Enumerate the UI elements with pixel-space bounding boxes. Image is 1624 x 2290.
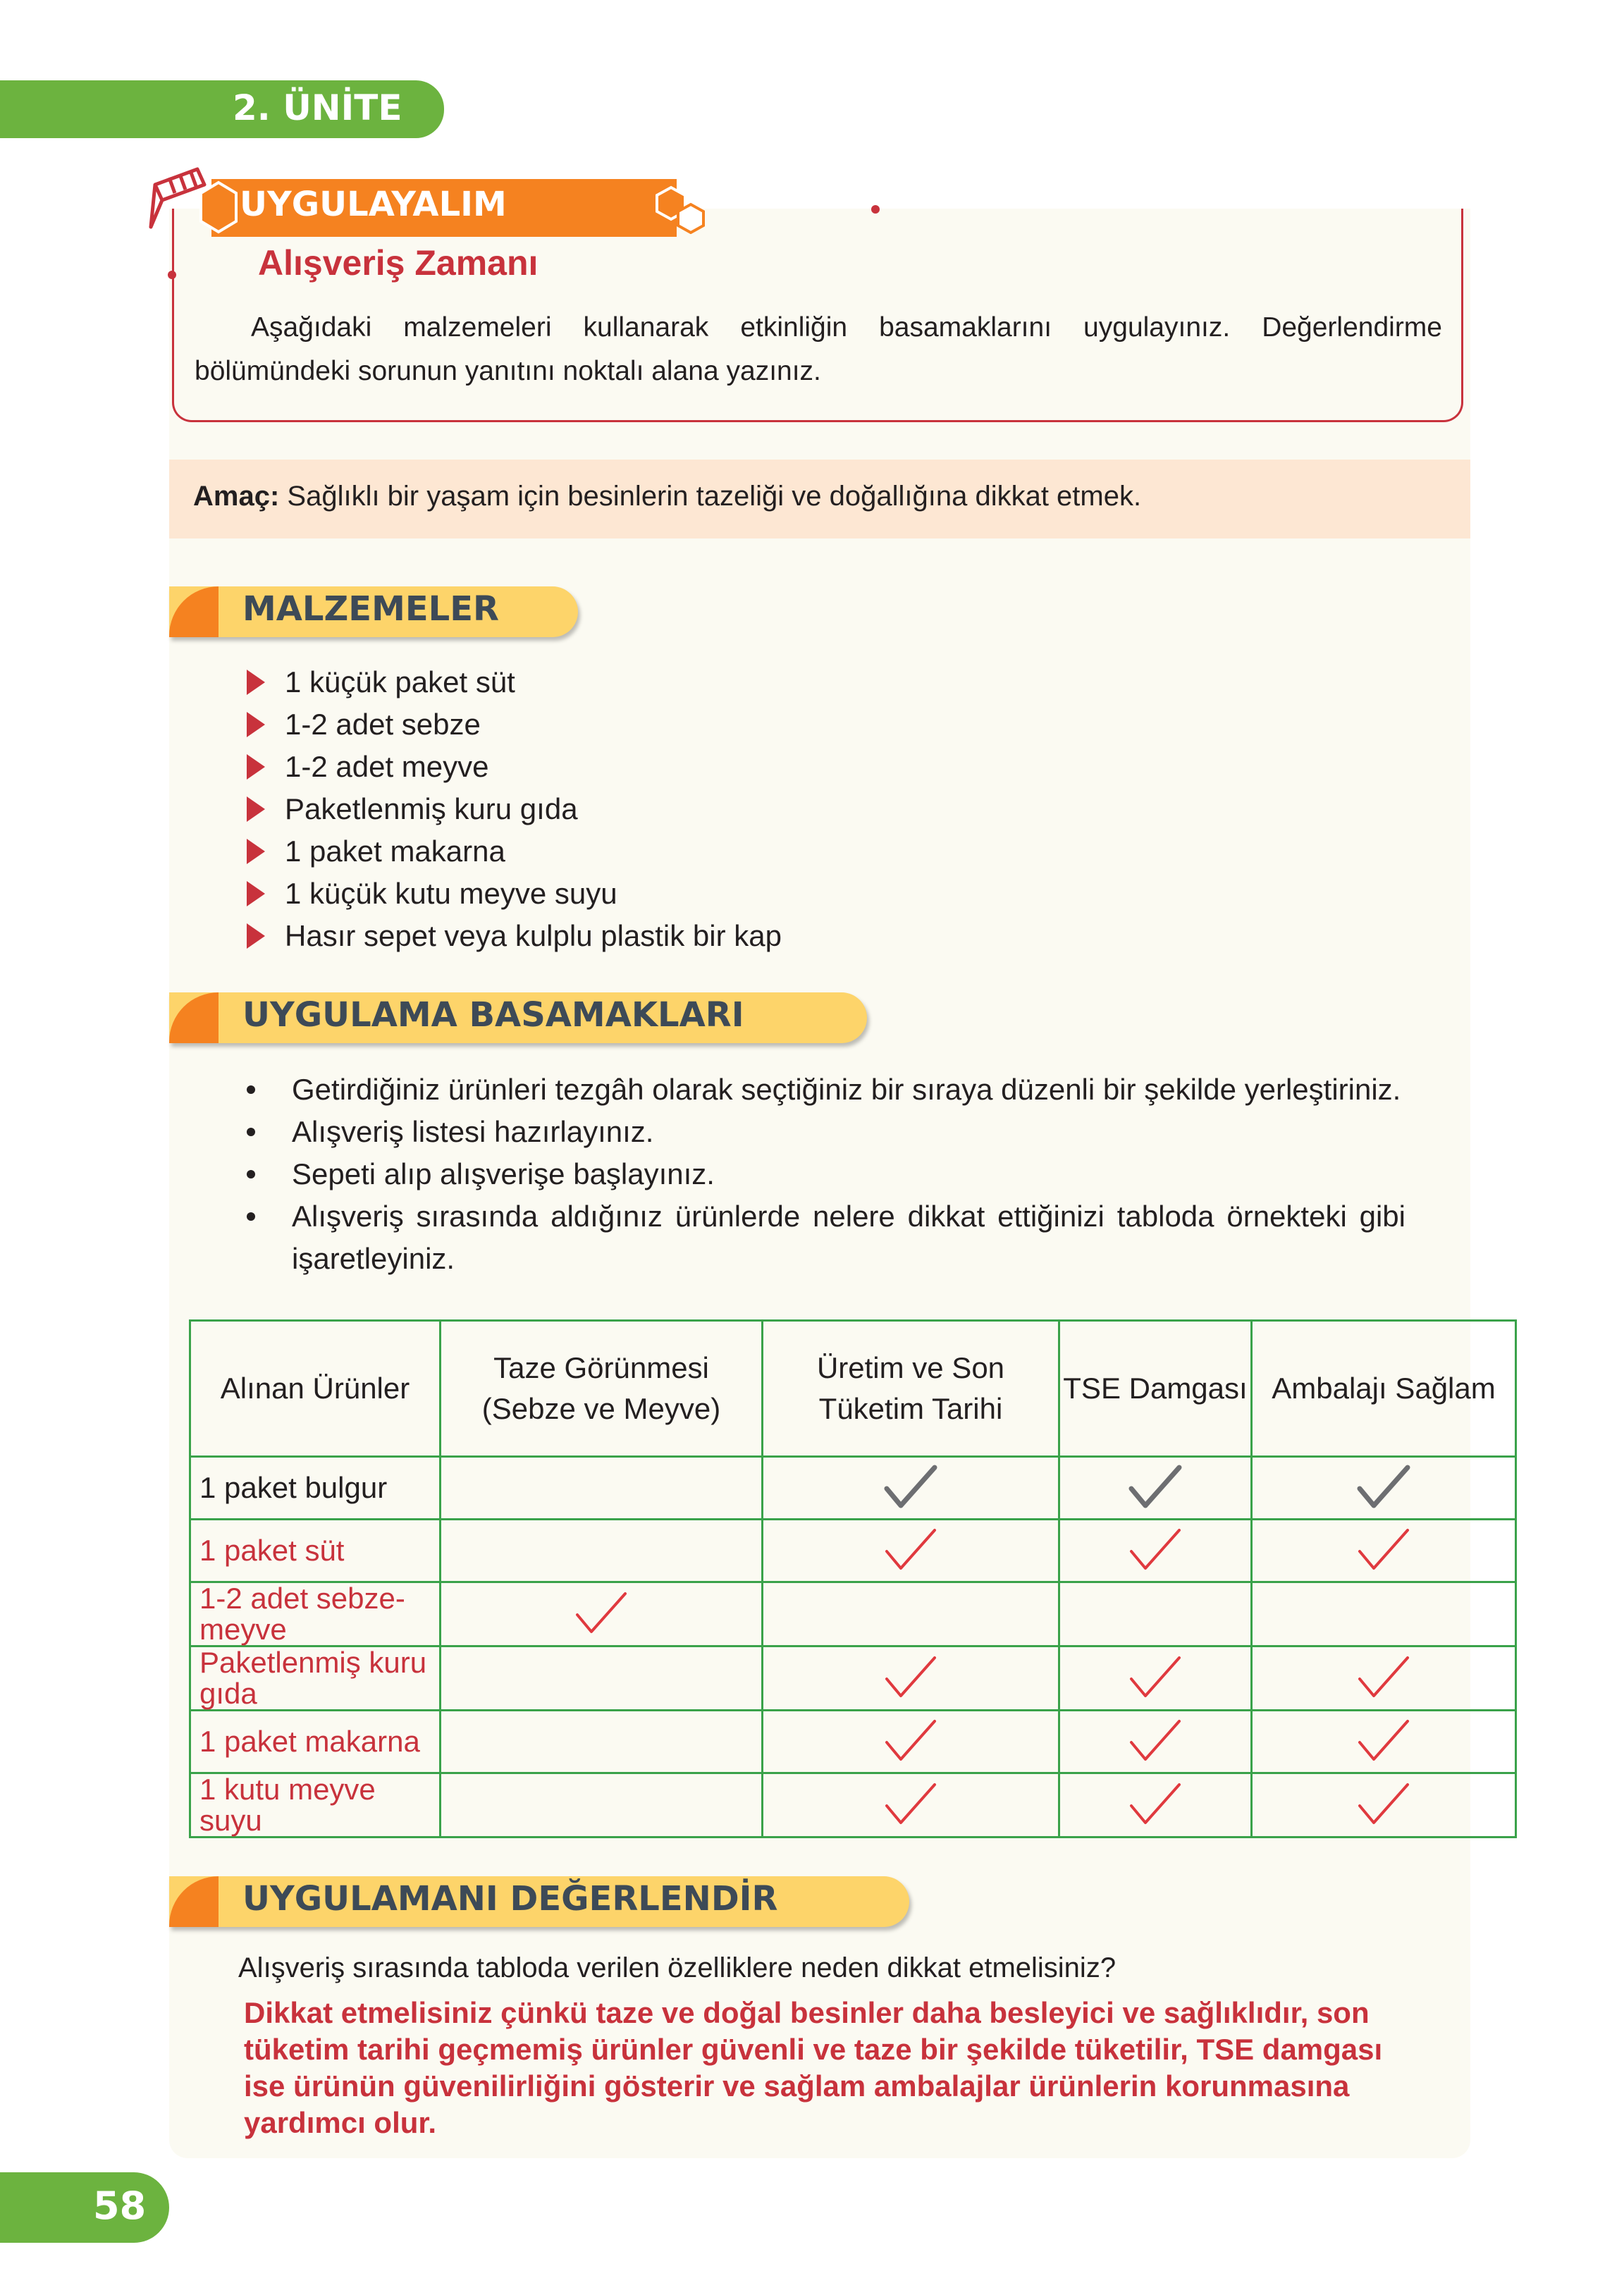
table-row [190, 1773, 1516, 1837]
purpose-label: Amaç: [193, 481, 280, 512]
product-cell: 1-2 adet sebze-meyve [190, 1582, 441, 1646]
checkmark-icon [1355, 1526, 1412, 1575]
check-cell[interactable] [763, 1457, 1059, 1520]
purpose-text: Sağlıklı bir yaşam için besinlerin tazeliği ve doğallığına dikkat etmek. [287, 481, 1142, 512]
check-cell[interactable] [763, 1520, 1059, 1582]
checkmark-icon [1355, 1463, 1412, 1513]
material-item: 1-2 adet meyve [285, 750, 489, 783]
header-tse: TSE Damgası [1059, 1321, 1252, 1457]
activity-banner-label: UYGULAYALIM [240, 185, 507, 224]
check-cell[interactable] [763, 1773, 1059, 1837]
check-cell[interactable] [1059, 1457, 1252, 1520]
shopping-table [189, 1319, 1517, 1838]
hexagon-icon [197, 179, 240, 237]
table-row [190, 1646, 1516, 1711]
checkmark-icon [882, 1717, 939, 1766]
triangle-bullet-icon [247, 754, 265, 780]
check-cell[interactable] [1252, 1582, 1516, 1646]
bullet-icon [247, 1128, 255, 1136]
check-cell[interactable] [1252, 1773, 1516, 1837]
checkmark-icon [882, 1463, 939, 1513]
check-cell[interactable] [441, 1582, 763, 1646]
checkmark-icon [882, 1654, 939, 1703]
check-cell[interactable] [1252, 1457, 1516, 1520]
materials-heading: MALZEMELER [242, 589, 499, 629]
header-fresh: Taze Görünmesi (Sebze ve Meyve) [441, 1321, 763, 1457]
checkmark-icon [573, 1589, 629, 1639]
table-row [190, 1582, 1516, 1646]
evaluation-answer: Dikkat etmelisiniz çünkü taze ve doğal besinler daha besleyici ve sağlıklıdır, son tüketim tarihi geçmemiş ürünler güvenli ve taze bir şekilde tüketilir, TSE damgası ise ürünün güvenilirliğini gösterir ve sağlam ambalajlar ürünlerin korunmasına yardımcı olur. [244, 1996, 1383, 2139]
material-item: 1 küçük kutu meyve suyu [285, 877, 617, 910]
checkmark-icon [1355, 1780, 1412, 1830]
product-cell: 1 paket makarna [190, 1711, 441, 1773]
product-cell: 1 kutu meyve suyu [190, 1773, 441, 1837]
check-cell[interactable] [1252, 1646, 1516, 1711]
material-item: Paketlenmiş kuru gıda [285, 792, 578, 825]
check-cell[interactable] [763, 1646, 1059, 1711]
checkmark-icon [1127, 1463, 1183, 1513]
triangle-bullet-icon [247, 839, 265, 864]
material-item: 1 küçük paket süt [285, 665, 515, 698]
product-cell: 1 paket süt [190, 1520, 441, 1582]
triangle-bullet-icon [247, 796, 265, 822]
check-cell[interactable] [441, 1711, 763, 1773]
check-cell[interactable] [441, 1646, 763, 1711]
check-cell[interactable] [1059, 1711, 1252, 1773]
check-cell[interactable] [441, 1457, 763, 1520]
bullet-icon [247, 1212, 255, 1221]
check-cell[interactable] [1252, 1711, 1516, 1773]
check-cell[interactable] [441, 1520, 763, 1582]
triangle-bullet-icon [247, 712, 265, 737]
check-cell[interactable] [1059, 1773, 1252, 1837]
steps-heading: UYGULAMA BASAMAKLARI [242, 995, 744, 1035]
step-item: Alışveriş listesi hazırlayınız. [292, 1115, 654, 1148]
checkmark-icon [1355, 1717, 1412, 1766]
decor-dot [168, 271, 176, 279]
checkmark-icon [1127, 1654, 1183, 1703]
triangle-bullet-icon [247, 881, 265, 906]
checkmark-icon [1127, 1780, 1183, 1830]
check-cell[interactable] [763, 1711, 1059, 1773]
checkmark-icon [1127, 1717, 1183, 1766]
step-item: Alışveriş sırasında aldığınız ürünlerde nelere dikkat ettiğinizi tabloda örnekteki gibi işaretleyiniz. [292, 1200, 1405, 1275]
activity-title: Alışveriş Zamanı [258, 243, 539, 283]
table-row [190, 1520, 1516, 1582]
check-cell[interactable] [1059, 1582, 1252, 1646]
page-number: 58 [93, 2184, 147, 2228]
step-item: Getirdiğiniz ürünleri tezgâh olarak seçtiğiniz bir sıraya düzenli bir şekilde yerleştiriniz. [292, 1073, 1401, 1106]
checkmark-icon [882, 1526, 939, 1575]
product-cell: 1 paket bulgur [190, 1457, 441, 1520]
check-cell[interactable] [441, 1773, 763, 1837]
step-item: Sepeti alıp alışverişe başlayınız. [292, 1157, 715, 1190]
check-cell[interactable] [763, 1582, 1059, 1646]
product-cell: Paketlenmiş kuru gıda [190, 1646, 441, 1711]
decor-dot [871, 205, 880, 214]
evaluation-heading: UYGULAMANI DEĞERLENDİR [242, 1879, 778, 1919]
table-row [190, 1711, 1516, 1773]
instructions-text: Aşağıdaki malzemeleri kullanarak etkinliğin basamaklarını uygulayınız. Değerlendirme bölümündeki sorunun yanıtını noktalı alana yazınız. [195, 312, 1442, 386]
evaluation-question: Alışveriş sırasında tabloda verilen özelliklere neden dikkat etmelisiniz? [238, 1952, 1116, 1983]
bullet-icon [247, 1170, 255, 1178]
triangle-bullet-icon [247, 923, 265, 949]
header-dates: Üretim ve Son Tüketim Tarihi [763, 1321, 1059, 1457]
triangle-bullet-icon [247, 670, 265, 695]
table-header-row [190, 1321, 1516, 1457]
bullet-icon [247, 1085, 255, 1094]
check-cell[interactable] [1059, 1520, 1252, 1582]
table-row [190, 1457, 1516, 1520]
checkmark-icon [1127, 1526, 1183, 1575]
hexagon-icon [656, 185, 705, 234]
checkmark-icon [882, 1780, 939, 1830]
purpose [193, 481, 1141, 512]
material-item: 1-2 adet sebze [285, 708, 481, 741]
check-cell[interactable] [1252, 1520, 1516, 1582]
header-packaging: Ambalajı Sağlam [1252, 1321, 1516, 1457]
material-item: Hasır sepet veya kulplu plastik bir kap [285, 919, 782, 952]
check-cell[interactable] [1059, 1646, 1252, 1711]
material-item: 1 paket makarna [285, 835, 505, 868]
checkmark-icon [1355, 1654, 1412, 1703]
header-products: Alınan Ürünler [190, 1321, 441, 1457]
unit-label: 2. ÜNİTE [233, 87, 402, 128]
